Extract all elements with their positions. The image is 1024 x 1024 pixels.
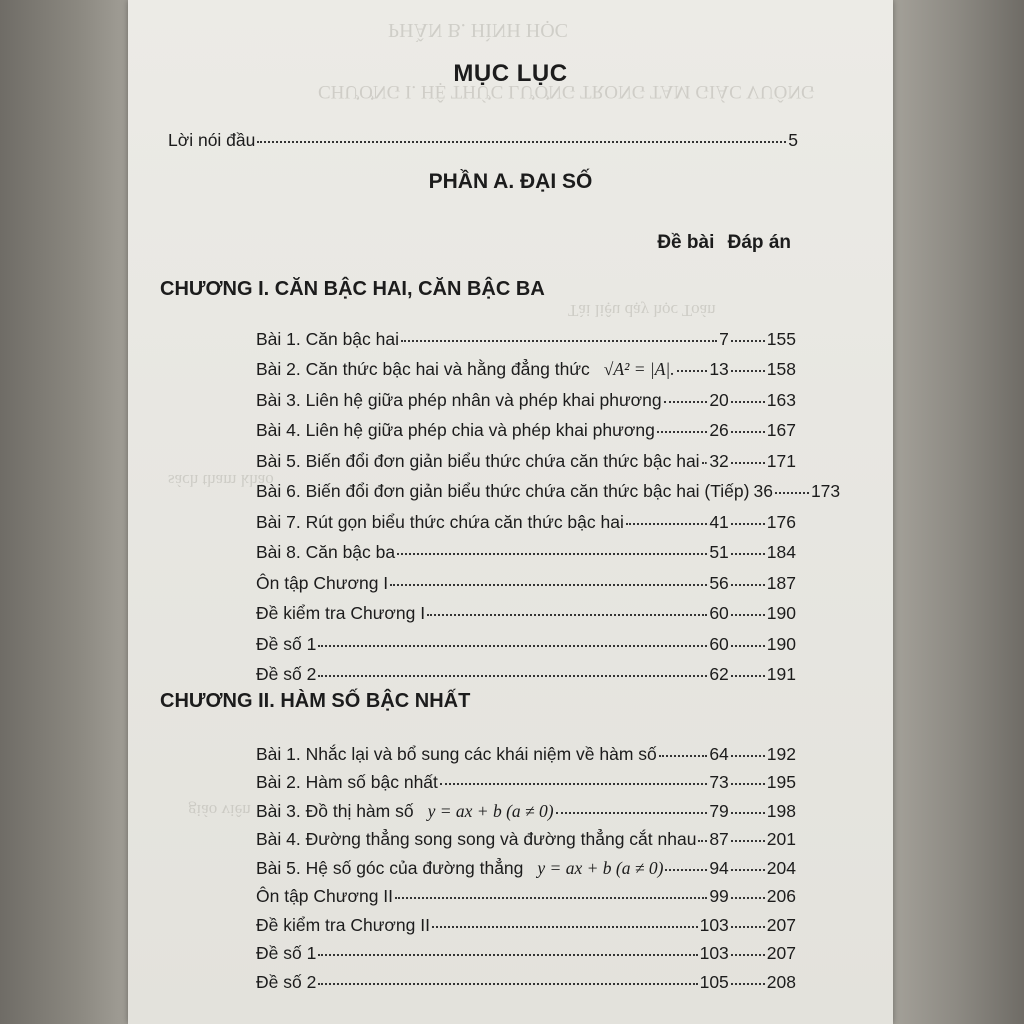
dot-leader — [677, 353, 708, 373]
dot-leader — [731, 851, 765, 871]
toc-page-de-bai: 13 — [709, 359, 729, 379]
toc-label: Đề kiểm tra Chương II — [256, 914, 430, 935]
toc-formula: √A² = |A|. — [603, 359, 675, 379]
toc-page-dap-an: 163 — [766, 389, 796, 410]
dot-leader — [659, 737, 708, 757]
toc-row — [256, 797, 796, 822]
dot-leader — [731, 908, 765, 928]
part-heading: PHẦN A. ĐẠI SỐ — [428, 170, 593, 193]
dot-leader — [731, 965, 765, 985]
toc-page-dap-an: 207 — [766, 914, 796, 935]
toc-row — [256, 417, 796, 442]
toc-page-dap-an: 176 — [766, 511, 796, 532]
toc-page-de-bai: 99 — [709, 886, 729, 906]
toc-row — [256, 854, 796, 879]
dot-leader — [432, 908, 698, 928]
toc-label: Bài 2. Hàm số bậc nhất — [256, 772, 438, 792]
toc-label: Ôn tập Chương II — [256, 886, 394, 906]
dot-leader — [775, 475, 809, 495]
dot-leader — [731, 766, 765, 786]
toc-page-dap-an: 190 — [766, 633, 796, 654]
dot-leader — [318, 627, 707, 647]
toc-row — [256, 883, 796, 908]
toc-formula: y = ax + b (a ≠ 0) — [537, 857, 664, 878]
background-left — [0, 0, 130, 1024]
toc-page-de-bai: 103 — [699, 914, 729, 935]
dot-leader — [665, 851, 707, 871]
dot-leader — [390, 566, 707, 586]
toc-label: Lời nói đầu — [168, 129, 256, 150]
dot-leader — [427, 597, 707, 617]
toc-page-de-bai: 56 — [709, 572, 729, 593]
toc-label: Bài 4. Đường thẳng song song và đường thẳng cắt nhau — [256, 829, 697, 849]
toc-page-dap-an: 208 — [766, 971, 796, 992]
dot-leader — [556, 794, 708, 814]
toc-formula: y = ax + b (a ≠ 0) — [427, 800, 554, 821]
toc-label: Đề số 2 — [256, 664, 317, 684]
toc-page-de-bai: 73 — [709, 772, 729, 792]
toc-page-de-bai: 20 — [709, 389, 729, 410]
dot-leader — [318, 658, 707, 678]
toc-page-dap-an: 184 — [766, 542, 796, 562]
toc-label: Đề số 1 — [256, 943, 317, 963]
toc-label: Bài 4. Liên hệ giữa phép chia và phép khai phương — [256, 420, 655, 440]
dot-leader — [731, 737, 765, 757]
dot-leader — [731, 627, 765, 647]
dot-leader — [731, 322, 765, 342]
dot-leader — [731, 383, 765, 403]
toc-page-de-bai: 105 — [699, 971, 729, 992]
toc-page-dap-an: 207 — [766, 943, 796, 963]
dot-leader — [731, 658, 765, 678]
toc-row — [256, 600, 796, 625]
toc-page-dap-an: 155 — [766, 328, 796, 349]
toc-page-dap-an: 195 — [766, 772, 796, 792]
toc-page-de-bai: 60 — [709, 633, 729, 654]
table-of-contents — [128, 0, 893, 1024]
toc-page-dap-an: 190 — [766, 603, 796, 623]
toc-page-dap-an: 187 — [766, 572, 796, 593]
toc-label: Đề số 1 — [256, 633, 317, 654]
toc-label: Bài 3. Đồ thị hàm số — [256, 800, 414, 821]
toc-row — [256, 740, 796, 765]
dot-leader — [702, 444, 708, 464]
toc-row — [256, 356, 796, 381]
dot-leader — [731, 414, 765, 434]
toc-row-preface — [168, 126, 798, 151]
toc-page-de-bai: 103 — [699, 943, 729, 963]
dot-leader — [318, 965, 697, 985]
toc-label: Đề kiểm tra Chương I — [256, 603, 426, 623]
toc-label: Đề số 2 — [256, 971, 317, 992]
column-de-bai: Đề bài — [657, 232, 715, 253]
dot-leader — [731, 794, 765, 814]
toc-row — [256, 661, 796, 686]
column-headers — [657, 232, 791, 254]
dot-leader — [626, 505, 707, 525]
toc-page-de-bai: 32 — [709, 450, 729, 471]
toc-page-dap-an: 167 — [766, 420, 796, 440]
toc-label: Bài 5. Hệ số góc của đường thẳng — [256, 857, 524, 878]
toc-page-dap-an: 173 — [810, 481, 841, 501]
column-dap-an: Đáp án — [727, 232, 791, 253]
toc-page-dap-an: 206 — [766, 886, 796, 906]
dot-leader — [440, 766, 707, 786]
dot-leader — [397, 536, 707, 556]
background-right — [889, 0, 1024, 1024]
dot-leader — [731, 566, 765, 586]
dot-leader — [731, 823, 765, 843]
toc-row — [256, 769, 796, 794]
dot-leader — [318, 937, 697, 957]
toc-row — [256, 826, 796, 851]
toc-row — [256, 940, 796, 965]
toc-page-de-bai: 7 — [719, 328, 729, 349]
toc-label: Bài 1. Nhắc lại và bổ sung các khái niệm về hàm số — [256, 743, 657, 764]
toc-page-de-bai: 62 — [709, 664, 729, 684]
toc-label: Bài 2. Căn thức bậc hai và hằng đẳng thức — [256, 359, 590, 379]
toc-page-dap-an: 158 — [766, 359, 796, 379]
toc-label: Bài 6. Biến đổi đơn giản biểu thức chứa căn thức bậc hai (Tiếp) — [256, 481, 750, 501]
toc-page-de-bai: 94 — [709, 857, 729, 878]
toc-row — [256, 386, 796, 411]
dot-leader — [698, 823, 707, 843]
toc-row — [256, 539, 796, 564]
toc-page-de-bai: 36 — [753, 481, 773, 501]
toc-page-dap-an: 198 — [766, 800, 796, 821]
toc-row — [256, 508, 796, 533]
dot-leader — [401, 322, 717, 342]
toc-label: Bài 1. Căn bậc hai — [256, 328, 400, 349]
toc-row — [256, 447, 796, 472]
toc-label: Ôn tập Chương I — [256, 572, 389, 593]
toc-row — [256, 325, 796, 350]
toc-label: Bài 7. Rút gọn biểu thức chứa căn thức bậc hai — [256, 511, 624, 532]
toc-page-de-bai: 26 — [709, 420, 729, 440]
toc-label: Bài 3. Liên hệ giữa phép nhân và phép khai phương — [256, 389, 662, 410]
chapter-heading-2: CHƯƠNG II. HÀM SỐ BẬC NHẤT — [160, 690, 471, 712]
dot-leader — [731, 597, 765, 617]
dot-leader — [731, 353, 765, 373]
dot-leader — [731, 937, 765, 957]
toc-page-de-bai: 60 — [709, 603, 729, 623]
dot-leader — [731, 880, 765, 900]
toc-row — [256, 968, 796, 993]
dot-leader — [731, 505, 765, 525]
toc-page-dap-an: 201 — [766, 829, 796, 849]
toc-page-dap-an: 192 — [766, 743, 796, 764]
toc-page-de-bai: 41 — [709, 511, 729, 532]
toc-page-de-bai: 51 — [709, 542, 729, 562]
chapter-heading-1: CHƯƠNG I. CĂN BẬC HAI, CĂN BẬC BA — [160, 278, 545, 300]
toc-row — [256, 630, 796, 655]
dot-leader — [731, 444, 765, 464]
toc-label: Bài 8. Căn bậc ba — [256, 542, 396, 562]
toc-page-dap-an: 204 — [766, 857, 796, 878]
dot-leader — [657, 414, 708, 434]
toc-page-de-bai: 79 — [709, 800, 729, 821]
dot-leader — [664, 383, 708, 403]
toc-page-de-bai: 64 — [709, 743, 729, 764]
toc-page: 5 — [788, 129, 798, 150]
dot-leader — [731, 536, 765, 556]
toc-page-dap-an: 171 — [766, 450, 796, 471]
page-title: MỤC LỤC — [453, 60, 568, 87]
toc-row — [256, 569, 796, 594]
book-page: PHẦN B. HÌNH HỌC CHƯƠNG I. HỆ THỨC LƯỢNG TRONG TAM GIÁC VUÔNG Tài liệu dạy học Toán sách tham khảo giáo viên MỤC LỤC Lời nói đầu 5 PHẦN A. ĐẠI SỐ Đề bài Đáp án CHƯƠNG I. CĂN BẬC HAI, CĂN BẬC BA Bài 1. Căn bậc hai 7 155 Bài 2. Căn thức bậc hai và hằng đẳng thức √A² = |A|. 13 158 Bài 3. Liên hệ giữa phép nhân và phép khai phương 20 163 Bài 4. Liên hệ giữa phép chia và phép khai phương 26 167 Bài 5. Biến đổi đơn giản biểu thức chứa căn thức bậc hai 32 171 Bài 6. Biến đổi đơn giản biểu thức chứa căn thức bậc hai (Tiếp) 36 173 Bài 7. Rút gọn biểu thức chứa căn thức bậc hai 41 176 Bài 8. Căn bậc ba 51 184 Ôn tập Chương I 56 187 Đề kiểm tra Chương I 60 190 Đề số 1 60 190 Đề số 2 62 191 CHƯƠNG II. HÀM SỐ BẬC NHẤT Bài 1. Nhắc lại và bổ sung các khái niệm về hàm số 64 192 Bài 2. Hàm số bậc nhất 73 195 Bài 3. Đồ thị hàm số y = ax + b (a ≠ 0) 79 198 Bài 4. Đường thẳng song song và đường thẳng cắt nhau 87 201 Bài 5. Hệ số góc của đường thẳng y = ax + b (a ≠ 0) 94 204 Ôn tập Chương II 99 206 Đề kiểm tra Chương II 103 207 Đề số 1 103 207 Đề số 2 105 208 — [128, 0, 893, 1024]
dot-leader — [395, 880, 707, 900]
toc-page-dap-an: 191 — [766, 664, 796, 684]
dot-leader — [257, 123, 786, 143]
toc-page-de-bai: 87 — [709, 829, 729, 849]
toc-label: Bài 5. Biến đổi đơn giản biểu thức chứa căn thức bậc hai — [256, 450, 700, 471]
toc-row — [256, 911, 796, 936]
toc-row — [256, 478, 841, 503]
